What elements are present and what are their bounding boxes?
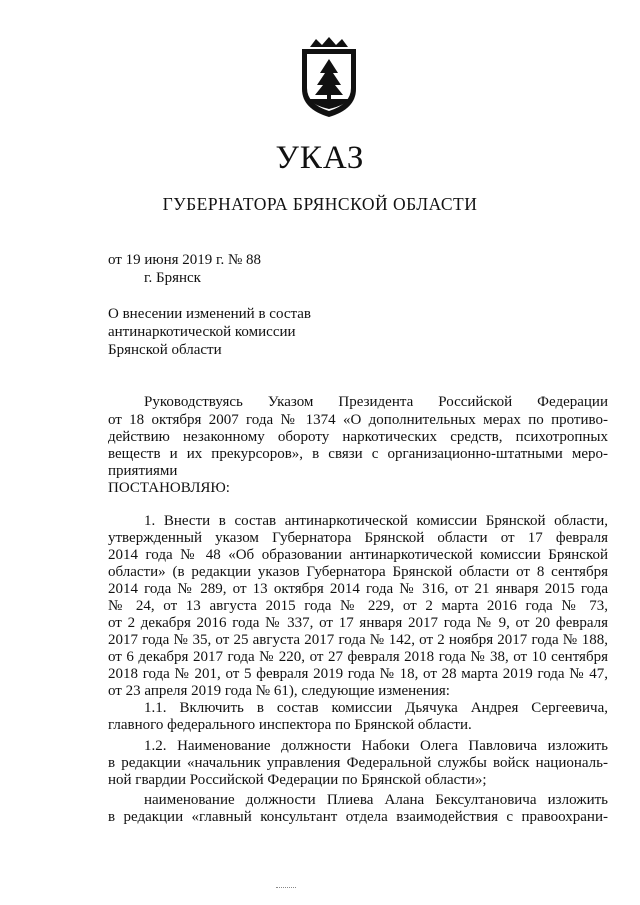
date-number-line: от 19 июня 2019 г. № 88	[108, 252, 262, 268]
preamble-line: веществ и их прекурсоров», в связи с организационно-штатными меро-	[108, 446, 608, 462]
preamble-line: от 18 октября 2007 года № 1374 «О дополнительных мерах по противо-	[108, 412, 608, 428]
body-line: 2018 года № 201, от 5 февраля 2019 года № 18, от 28 марта 2019 года № 47,	[108, 666, 608, 682]
body-line: 2014 года № 48 «Об образовании антинаркотической комиссии Брянской	[108, 547, 608, 563]
subject-line: Брянской области	[108, 342, 222, 358]
body-line: от 23 апреля 2019 года № 61), следующие изменения:	[108, 683, 450, 699]
body-line: 1.1. Включить в состав комиссии Дьячука Андрея Сергеевича,	[144, 700, 608, 716]
preamble-line: приятиями	[108, 463, 178, 479]
body-line: 1.2. Наименование должности Набоки Олега Павловича изложить	[144, 738, 608, 754]
coat-of-arms-emblem	[296, 37, 362, 119]
body-line: в редакции «начальник управления Федеральной службы войск националь-	[108, 755, 608, 771]
body-line: утвержденный указом Губернатора Брянской области от 17 февраля	[108, 530, 608, 546]
body-line: от 2 декабря 2016 года № 337, от 17 января 2017 года № 9, от 20 февраля	[108, 615, 608, 631]
body-line: 1. Внести в состав антинаркотической комиссии Брянской области,	[144, 513, 608, 529]
scan-mark	[276, 887, 296, 890]
body-line: № 24, от 13 августа 2015 года № 229, от 2 марта 2016 года № 73,	[108, 598, 608, 614]
body-line: 2014 года № 289, от 13 октября 2014 года № 316, от 21 января 2015 года	[108, 581, 608, 597]
body-line: от 6 декабря 2017 года № 220, от 27 февраля 2018 года № 38, от 10 сентября	[108, 649, 608, 665]
preamble-line: действию незаконному обороту наркотических средств, психотропных	[108, 429, 608, 445]
city-line: г. Брянск	[144, 270, 201, 286]
body-line: 2017 года № 35, от 25 августа 2017 года № 142, от 2 ноября 2017 года № 188,	[108, 632, 608, 648]
body-line: наименование должности Плиева Алана Бексултановича изложить	[144, 792, 608, 808]
body-line: области» (в редакции указов Губернатора Брянской области от 8 сентября	[108, 564, 608, 580]
preamble-line: Руководствуясь Указом Президента Российской Федерации	[144, 394, 608, 410]
document-issuer: ГУБЕРНАТОРА БРЯНСКОЙ ОБЛАСТИ	[162, 194, 478, 214]
body-line: ной гвардии Российской Федерации по Брянской области»;	[108, 772, 487, 788]
subject-line: антинаркотической комиссии	[108, 324, 296, 340]
subject-line: О внесении изменений в состав	[108, 306, 311, 322]
body-line: в редакции «главный консультант отдела взаимодействия с правоохрани-	[108, 809, 608, 825]
decree-word: ПОСТАНОВЛЯЮ:	[108, 480, 230, 496]
body-line: главного федерального инспектора по Брянской области.	[108, 717, 472, 733]
document-title: УКАЗ	[275, 140, 365, 176]
